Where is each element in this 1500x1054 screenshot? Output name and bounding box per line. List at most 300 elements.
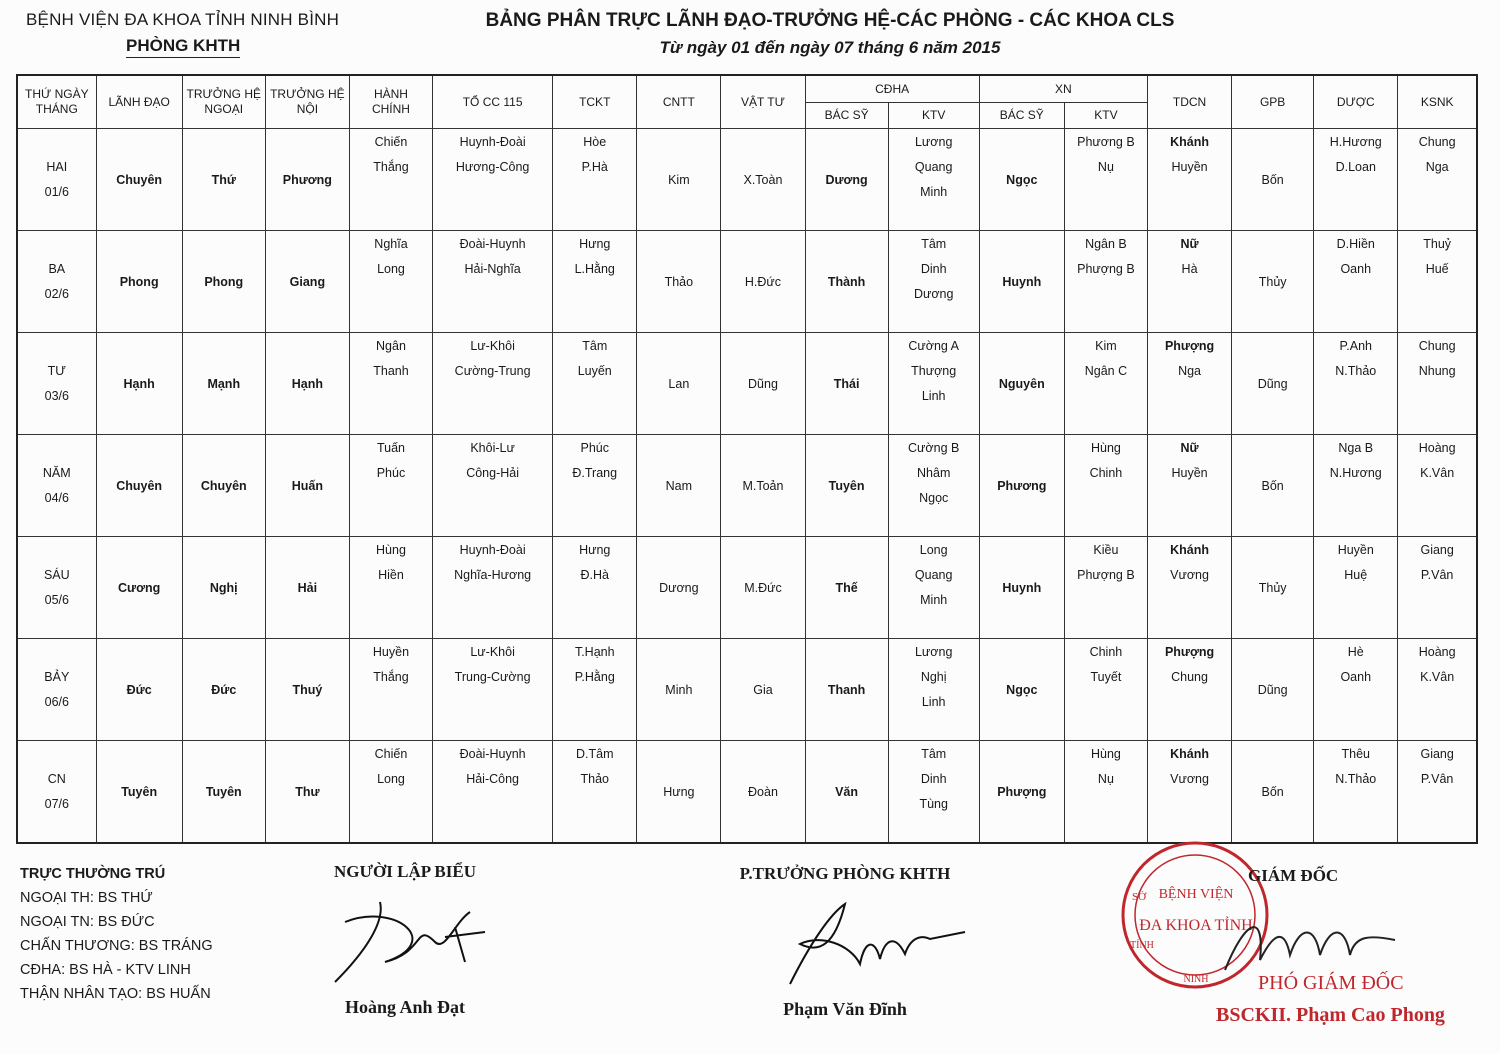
ksnk-name: Nhung	[1418, 363, 1456, 378]
pharmacy-cell	[1314, 537, 1398, 639]
tckt-cell	[553, 537, 637, 639]
empty-line	[350, 792, 432, 817]
empty-line	[889, 715, 979, 740]
empty-line	[1148, 307, 1231, 332]
head-in-name: Thư	[265, 741, 349, 844]
empty-line	[18, 334, 96, 359]
pharmacy-name: Thêu	[1341, 746, 1370, 761]
empty-line	[889, 817, 979, 842]
xn-ktv-cell	[1064, 639, 1147, 741]
empty-line	[553, 690, 636, 715]
day-cell	[17, 333, 96, 435]
empty-line	[1065, 205, 1147, 230]
tdcn-name: Chung	[1171, 669, 1208, 684]
empty-line	[350, 180, 432, 205]
xn-ktv-cell	[1064, 231, 1147, 333]
ksnk-name: Thuỷ	[1423, 236, 1452, 251]
cc115-name: Hương-Công	[455, 159, 530, 174]
empty-line	[433, 511, 552, 536]
resident-duty-line: NGOẠI TH: BS THỨ	[20, 890, 153, 906]
empty-line	[1065, 180, 1147, 205]
tckt-cell	[553, 741, 637, 844]
admin-name: Long	[377, 261, 405, 276]
pharmacy-cell	[1314, 231, 1398, 333]
head-out-name: Tuyên	[182, 741, 265, 844]
cntt-name: Nam	[637, 435, 721, 537]
tckt-name: Thảo	[580, 771, 609, 786]
ksnk-name: Giang	[1420, 746, 1454, 761]
empty-line	[1398, 205, 1476, 230]
empty-line	[1314, 511, 1397, 536]
pharmacy-cell	[1314, 333, 1398, 435]
empty-line	[1398, 409, 1476, 434]
ksnk-name: P.Vân	[1420, 567, 1454, 582]
empty-line	[350, 511, 432, 536]
empty-line	[1065, 613, 1147, 638]
admin-cell	[349, 537, 432, 639]
pharmacy-name: Huyền	[1337, 542, 1374, 557]
empty-line	[1148, 715, 1231, 740]
cc115-cell	[433, 639, 553, 741]
empty-line	[1065, 307, 1147, 332]
ksnk-cell	[1398, 435, 1477, 537]
tckt-name: Hưng	[579, 542, 611, 557]
roster-row	[17, 231, 1477, 333]
empty-line	[1148, 282, 1231, 307]
xn-ktv-name: Tuyết	[1090, 669, 1122, 684]
resident-duty-line: CHẤN THƯƠNG: BS TRÁNG	[20, 938, 213, 954]
col-header-xn: XN	[979, 75, 1147, 102]
col-header-cdha-doctor: BÁC SỸ	[805, 102, 888, 129]
empty-line	[350, 409, 432, 434]
xn-doctor-name: Phương	[979, 435, 1064, 537]
empty-line	[889, 409, 979, 434]
resident-duty-line: CĐHA: BS HÀ - KTV LINH	[20, 962, 191, 978]
supplies-name: X.Toàn	[721, 129, 805, 231]
cdha-ktv-name: Minh	[920, 184, 948, 199]
empty-line	[350, 307, 432, 332]
ksnk-cell	[1398, 231, 1477, 333]
pharmacy-name: N.Thảo	[1335, 771, 1377, 786]
weekday-date: 07/6	[44, 796, 69, 811]
pharmacy-cell	[1314, 741, 1398, 844]
vice-director-name: BSCKII. Phạm Cao Phong	[1216, 1004, 1445, 1026]
cc115-cell	[433, 537, 553, 639]
supplies-name: Dũng	[721, 333, 805, 435]
ksnk-cell	[1398, 537, 1477, 639]
empty-line	[1065, 792, 1147, 817]
empty-line	[1148, 486, 1231, 511]
deputy-signature-block	[720, 864, 970, 1020]
cntt-name: Thảo	[637, 231, 721, 333]
weekday-day: NĂM	[42, 465, 71, 480]
head-in-name: Hải	[265, 537, 349, 639]
xn-ktv-cell	[1064, 333, 1147, 435]
col-header-cc115: TỔ CC 115	[433, 75, 553, 129]
gpb-name: Thủy	[1232, 537, 1314, 639]
cdha-doctor-name: Tuyên	[805, 435, 888, 537]
tckt-name: Đ.Trang	[572, 465, 618, 480]
head-in-name: Giang	[265, 231, 349, 333]
empty-line	[553, 180, 636, 205]
empty-line	[433, 486, 552, 511]
tckt-name: P.Hằng	[574, 669, 615, 684]
cdha-ktv-name: Quang	[914, 159, 953, 174]
stamp-text-sy: SỞ	[1132, 891, 1147, 903]
cdha-ktv-name: Nhâm	[917, 465, 951, 480]
empty-line	[1398, 588, 1476, 613]
cdha-ktv-name: Quang	[914, 567, 953, 582]
cdha-doctor-name: Văn	[805, 741, 888, 844]
tckt-name: Luyến	[577, 363, 612, 378]
cdha-ktv-cell	[888, 741, 979, 844]
pharmacy-name: N.Hương	[1329, 465, 1382, 480]
empty-line	[1065, 384, 1147, 409]
empty-line	[433, 613, 552, 638]
xn-doctor-name: Huynh	[979, 231, 1064, 333]
resident-duty-heading: TRỰC THƯỜNG TRÚ	[20, 866, 166, 882]
tdcn-name: Khánh	[1170, 542, 1209, 557]
empty-line	[1314, 588, 1397, 613]
tdcn-cell	[1147, 129, 1231, 231]
tdcn-cell	[1147, 231, 1231, 333]
weekday-day: SÁU	[43, 567, 70, 582]
empty-line	[433, 588, 552, 613]
cdha-ktv-cell	[888, 639, 979, 741]
col-header-gpb: GPB	[1232, 75, 1314, 129]
xn-ktv-name: Chinh	[1089, 465, 1123, 480]
empty-line	[350, 690, 432, 715]
admin-name: Huyền	[372, 644, 410, 659]
cc115-name: Công-Hải	[466, 465, 520, 480]
admin-cell	[349, 741, 432, 844]
admin-name: Hùng	[376, 542, 406, 557]
pharmacy-name: N.Thảo	[1335, 363, 1377, 378]
cntt-name: Minh	[637, 639, 721, 741]
weekday-date: 02/6	[44, 286, 69, 301]
day-cell	[17, 537, 96, 639]
xn-ktv-cell	[1064, 537, 1147, 639]
stamp-text-top: BỆNH VIỆN	[1158, 887, 1234, 902]
cdha-ktv-name: Minh	[920, 592, 948, 607]
cc115-name: Hải-Công	[466, 771, 520, 786]
empty-line	[1314, 409, 1397, 434]
gpb-name: Dũng	[1232, 639, 1314, 741]
duty-roster-table	[16, 74, 1478, 844]
empty-line	[1065, 715, 1147, 740]
ksnk-name: Hoàng	[1418, 440, 1456, 455]
empty-line	[18, 511, 96, 536]
empty-line	[553, 792, 636, 817]
roster-row	[17, 129, 1477, 231]
deputy-name: Phạm Văn Đĩnh	[783, 999, 907, 1019]
cc115-name: Cường-Trung	[454, 363, 531, 378]
cntt-name: Lan	[637, 333, 721, 435]
cdha-ktv-name: Tâm	[921, 236, 947, 251]
empty-line	[350, 715, 432, 740]
tdcn-name: Nữ	[1180, 440, 1199, 455]
cntt-name: Kim	[637, 129, 721, 231]
empty-line	[553, 715, 636, 740]
cdha-ktv-cell	[888, 129, 979, 231]
empty-line	[1314, 180, 1397, 205]
tckt-name: L.Hằng	[574, 261, 615, 276]
document-header	[420, 10, 1240, 58]
head-out-name: Đức	[182, 639, 265, 741]
cdha-ktv-name: Linh	[921, 388, 946, 403]
empty-line	[1398, 282, 1476, 307]
director-title: GIÁM ĐỐC	[1248, 866, 1339, 885]
cdha-ktv-name: Dinh	[920, 771, 947, 786]
empty-line	[889, 307, 979, 332]
xn-ktv-cell	[1064, 741, 1147, 844]
col-header-admin: HÀNH CHÍNH	[349, 75, 432, 129]
admin-name: Ngân	[376, 338, 406, 353]
empty-line	[1148, 792, 1231, 817]
xn-ktv-name: Hùng	[1090, 746, 1121, 761]
leader-name: Cương	[96, 537, 182, 639]
tdcn-cell	[1147, 333, 1231, 435]
tdcn-cell	[1147, 537, 1231, 639]
weekday-day: TƯ	[47, 363, 66, 378]
weekday-date: 01/6	[44, 184, 69, 199]
empty-line	[1314, 792, 1397, 817]
empty-line	[433, 205, 552, 230]
empty-line	[553, 486, 636, 511]
tckt-cell	[553, 435, 637, 537]
cc115-cell	[433, 333, 553, 435]
stamp-text-left: TỈNH	[1130, 940, 1154, 951]
empty-line	[1065, 409, 1147, 434]
empty-line	[433, 282, 552, 307]
admin-cell	[349, 435, 432, 537]
document-subtitle: Từ ngày 01 đến ngày 07 tháng 6 năm 2015	[659, 38, 1001, 57]
pharmacy-name: P.Anh	[1339, 338, 1372, 353]
empty-line	[18, 307, 96, 332]
tdcn-name: Vương	[1170, 771, 1209, 786]
head-in-name: Hạnh	[265, 333, 349, 435]
leader-name: Đức	[96, 639, 182, 741]
col-header-supplies: VẬT TƯ	[721, 75, 805, 129]
cntt-name: Dương	[637, 537, 721, 639]
empty-line	[433, 817, 552, 842]
leader-name: Phong	[96, 231, 182, 333]
cdha-ktv-name: Nghị	[920, 669, 947, 684]
cdha-ktv-name: Dương	[913, 286, 954, 301]
cdha-ktv-name: Long	[919, 542, 948, 557]
cc115-cell	[433, 129, 553, 231]
admin-name: Chiến	[374, 134, 408, 149]
admin-cell	[349, 639, 432, 741]
department-name: PHÒNG KHTH	[126, 36, 240, 58]
cc115-name: Lư-Khôi	[470, 338, 515, 353]
empty-line	[889, 613, 979, 638]
weekday-date: 04/6	[44, 490, 69, 505]
weekday-day: BA	[48, 261, 66, 276]
weekday-day: CN	[47, 771, 66, 786]
cdha-ktv-name: Cường B	[908, 440, 960, 455]
gpb-name: Bốn	[1232, 435, 1314, 537]
cc115-name: Trung-Cường	[454, 669, 531, 684]
empty-line	[350, 588, 432, 613]
leader-name: Chuyên	[96, 435, 182, 537]
xn-ktv-cell	[1064, 435, 1147, 537]
leader-name: Hạnh	[96, 333, 182, 435]
empty-line	[553, 409, 636, 434]
empty-line	[889, 511, 979, 536]
empty-line	[553, 205, 636, 230]
empty-line	[1398, 486, 1476, 511]
pharmacy-name: D.Loan	[1335, 159, 1376, 174]
cc115-name: Huynh-Đoài	[459, 134, 526, 149]
roster-row	[17, 333, 1477, 435]
roster-row	[17, 435, 1477, 537]
cdha-ktv-name: Tùng	[919, 796, 948, 811]
day-cell	[17, 639, 96, 741]
ksnk-name: P.Vân	[1420, 771, 1454, 786]
xn-doctor-name: Huynh	[979, 537, 1064, 639]
head-out-name: Mạnh	[182, 333, 265, 435]
ksnk-name: Hoàng	[1418, 644, 1456, 659]
weekday-date: 05/6	[44, 592, 69, 607]
ksnk-name: Chung	[1418, 134, 1456, 149]
preparer-name: Hoàng Anh Đạt	[344, 997, 466, 1017]
empty-line	[1398, 792, 1476, 817]
xn-ktv-name: Phượng B	[1077, 567, 1135, 582]
preparer-title: NGƯỜI LẬP BIỂU	[333, 862, 476, 881]
admin-name: Thắng	[373, 669, 409, 684]
empty-line	[1314, 384, 1397, 409]
xn-ktv-name: Ngân B	[1085, 236, 1127, 251]
pharmacy-cell	[1314, 639, 1398, 741]
tdcn-cell	[1147, 741, 1231, 844]
head-out-name: Thứ	[182, 129, 265, 231]
tckt-cell	[553, 129, 637, 231]
vice-director-title: PHÓ GIÁM ĐỐC	[1258, 972, 1404, 994]
col-header-pharmacy: DƯỢC	[1314, 75, 1398, 129]
admin-name: Phúc	[376, 465, 406, 480]
cc115-cell	[433, 231, 553, 333]
cc115-name: Khôi-Lư	[470, 440, 515, 455]
director-signature-block	[1110, 830, 1490, 1040]
empty-line	[18, 742, 96, 767]
empty-line	[1398, 307, 1476, 332]
ksnk-name: Giang	[1420, 542, 1454, 557]
tckt-name: Tâm	[582, 338, 608, 353]
empty-line	[1314, 307, 1397, 332]
empty-line	[18, 817, 96, 842]
xn-doctor-name: Nguyên	[979, 333, 1064, 435]
empty-line	[1148, 511, 1231, 536]
empty-line	[350, 282, 432, 307]
empty-line	[1314, 486, 1397, 511]
day-cell	[17, 741, 96, 844]
empty-line	[433, 409, 552, 434]
tdcn-name: Nga	[1178, 363, 1201, 378]
roster-row	[17, 537, 1477, 639]
empty-line	[1065, 282, 1147, 307]
head-out-name: Chuyên	[182, 435, 265, 537]
cdha-ktv-name: Lương	[914, 134, 953, 149]
cdha-ktv-name: Ngọc	[919, 490, 949, 505]
cdha-ktv-cell	[888, 231, 979, 333]
admin-name: Thắng	[373, 159, 409, 174]
empty-line	[433, 384, 552, 409]
tckt-name: T.Hạnh	[574, 644, 615, 659]
ksnk-name: K.Vân	[1420, 465, 1455, 480]
cdha-ktv-name: Thượng	[911, 363, 957, 378]
supplies-name: Gia	[721, 639, 805, 741]
stamp-text-bottom: NINH	[1183, 974, 1209, 985]
pharmacy-name: D.Hiền	[1336, 236, 1375, 251]
gpb-name: Thủy	[1232, 231, 1314, 333]
tckt-cell	[553, 639, 637, 741]
empty-line	[553, 282, 636, 307]
ksnk-cell	[1398, 741, 1477, 844]
tckt-name: Hưng	[579, 236, 611, 251]
empty-line	[433, 792, 552, 817]
empty-line	[350, 817, 432, 842]
head-in-name: Phương	[265, 129, 349, 231]
pharmacy-name: Hè	[1347, 644, 1364, 659]
xn-ktv-name: Kiều	[1093, 542, 1119, 557]
admin-name: Tuấn	[376, 440, 405, 455]
cc115-name: Huynh-Đoài	[459, 542, 526, 557]
pharmacy-name: Nga B	[1338, 440, 1374, 455]
col-header-day: THỨ NGÀY THÁNG	[17, 75, 96, 129]
empty-line	[433, 180, 552, 205]
empty-line	[553, 384, 636, 409]
xn-ktv-cell	[1064, 129, 1147, 231]
admin-cell	[349, 231, 432, 333]
tdcn-cell	[1147, 639, 1231, 741]
col-header-cntt: CNTT	[637, 75, 721, 129]
cc115-name: Lư-Khôi	[470, 644, 515, 659]
head-out-name: Phong	[182, 231, 265, 333]
col-header-xn-doctor: BÁC SỸ	[979, 102, 1064, 129]
cdha-ktv-cell	[888, 537, 979, 639]
empty-line	[553, 588, 636, 613]
resident-duty-line: THẬN NHÂN TẠO: BS HUẤN	[20, 986, 211, 1002]
cdha-doctor-name: Dương	[805, 129, 888, 231]
cdha-doctor-name: Thế	[805, 537, 888, 639]
empty-line	[350, 613, 432, 638]
cdha-ktv-name: Tâm	[921, 746, 947, 761]
empty-line	[1398, 613, 1476, 638]
head-in-name: Thuý	[265, 639, 349, 741]
tdcn-name: Nữ	[1180, 236, 1199, 251]
empty-line	[1148, 409, 1231, 434]
empty-line	[1314, 690, 1397, 715]
empty-line	[18, 409, 96, 434]
empty-line	[1148, 180, 1231, 205]
supplies-name: M.Đức	[721, 537, 805, 639]
leader-name: Tuyên	[96, 741, 182, 844]
empty-line	[433, 307, 552, 332]
xn-ktv-name: Phượng B	[1077, 261, 1135, 276]
cdha-ktv-cell	[888, 435, 979, 537]
empty-line	[350, 205, 432, 230]
col-header-leader: LÃNH ĐẠO	[96, 75, 182, 129]
cc115-cell	[433, 741, 553, 844]
empty-line	[433, 715, 552, 740]
tdcn-name: Vương	[1170, 567, 1209, 582]
day-cell	[17, 129, 96, 231]
ksnk-name: Chung	[1418, 338, 1456, 353]
tdcn-name: Huyền	[1171, 159, 1208, 174]
tdcn-name: Huyền	[1171, 465, 1208, 480]
pharmacy-name: H.Hương	[1329, 134, 1382, 149]
